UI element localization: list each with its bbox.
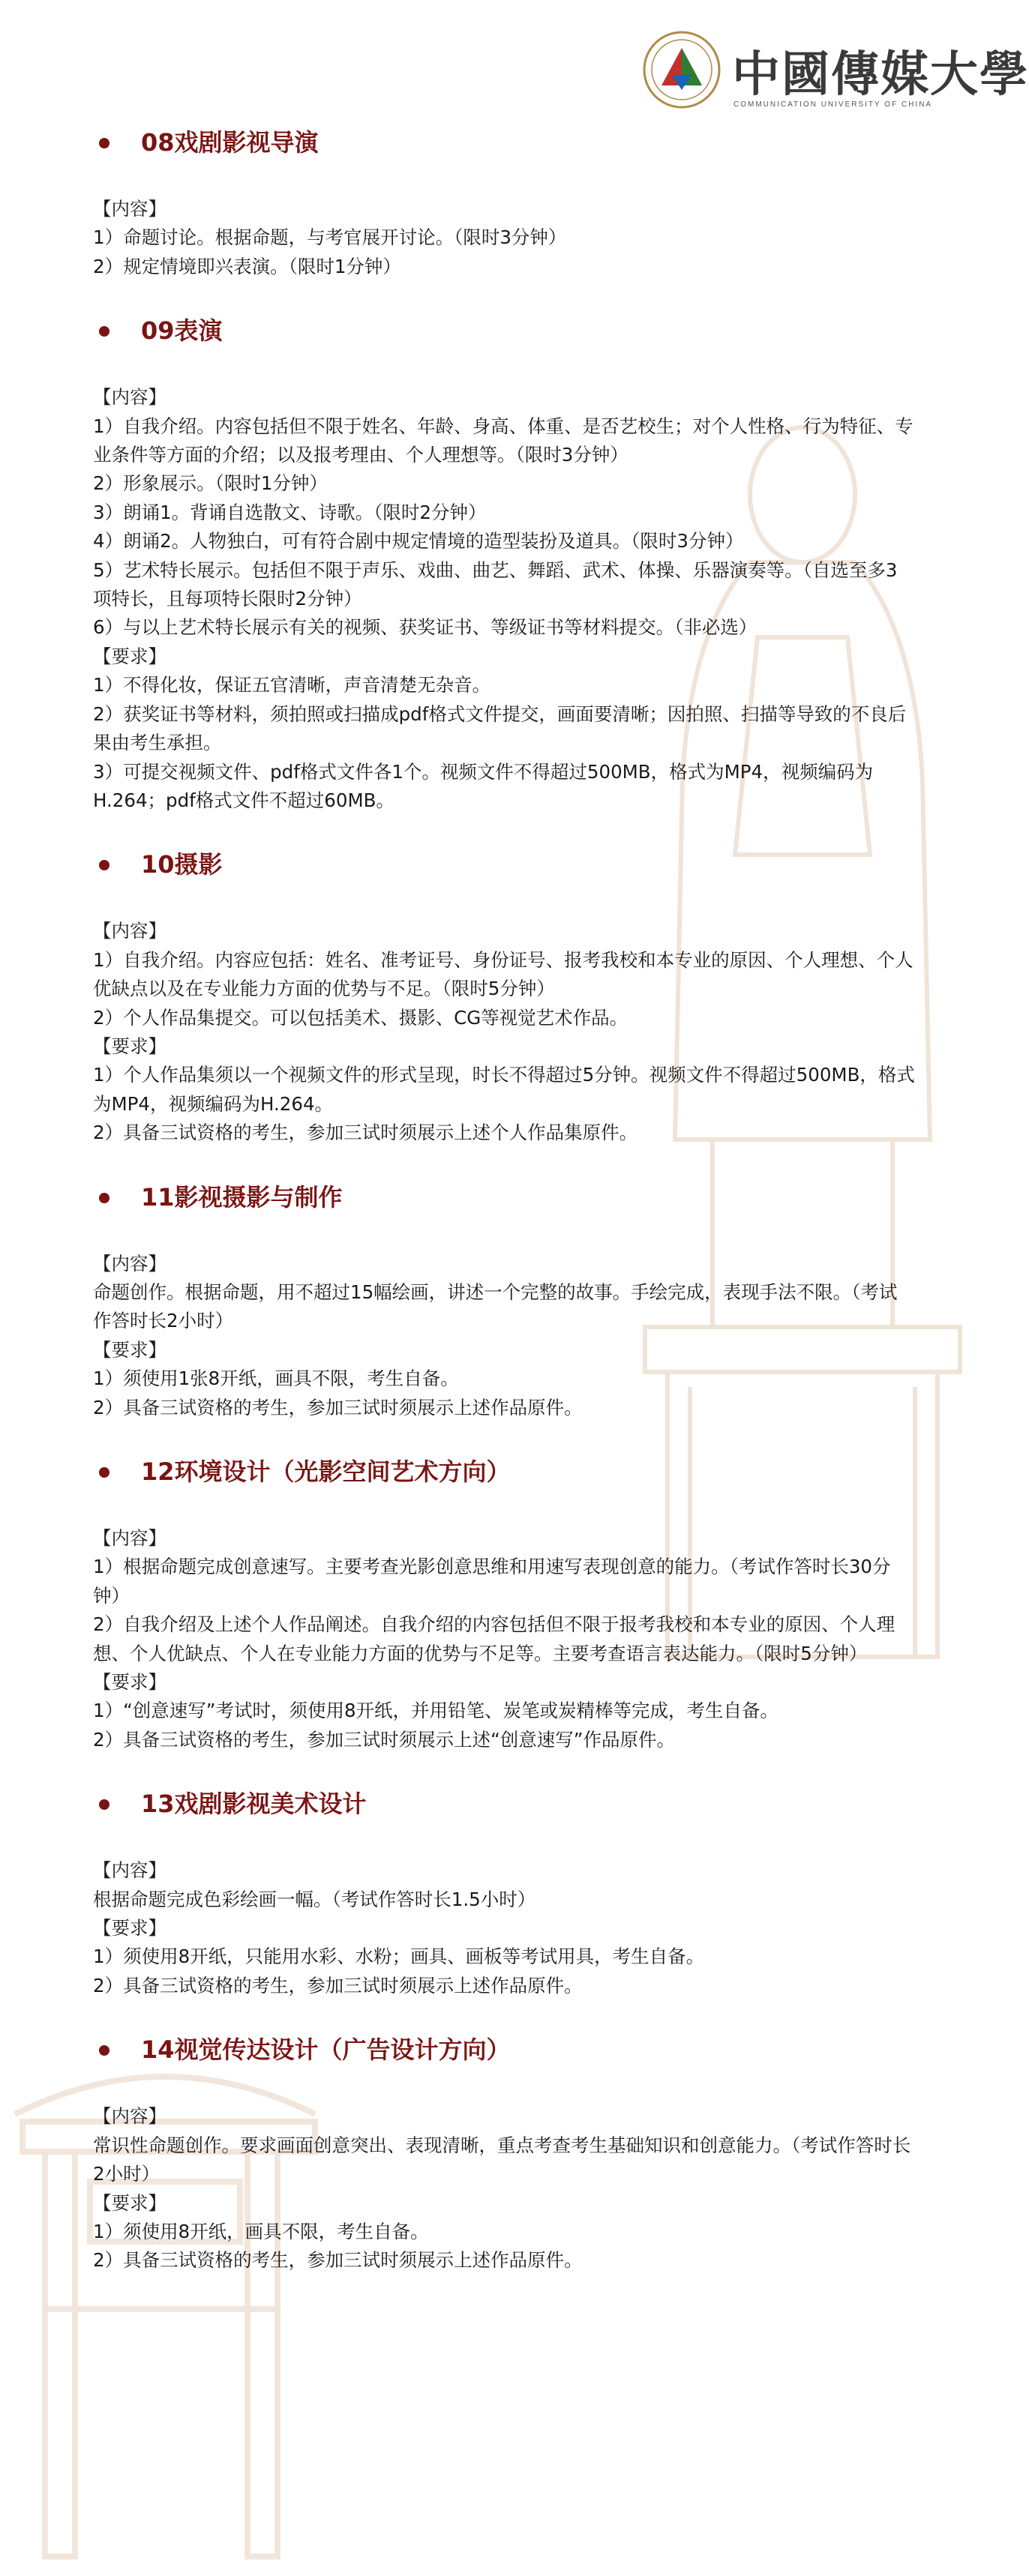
section-10 <box>93 842 915 1147</box>
section-heading <box>93 1449 915 1494</box>
body-line: 2）获奖证书等材料，须拍照或扫描成pdf格式文件提交，画面要清晰；因拍照、扫描等导致的不良后果由考生承担。 <box>93 702 907 754</box>
body-line: 4）朗诵2。人物独白，可有符合剧中规定情境的造型装扮及道具。（限时3分钟） <box>93 530 744 553</box>
body-line: 【内容】 <box>93 2105 166 2128</box>
body-line: 6）与以上艺术特长展示有关的视频、获奖证书、等级证书等材料提交。（非必选） <box>93 616 758 639</box>
body-line: 1）自我介绍。内容包括但不限于姓名、年龄、身高、体重、是否艺校生；对个人性格、行为特征、专业条件等方面的介绍；以及报考理由、个人理想等。（限时3分钟） <box>93 415 914 466</box>
section-title: 13戏剧影视美术设计 <box>141 1790 367 1819</box>
section-body <box>93 1250 915 1422</box>
body-line: 5）艺术特长展示。包括但不限于声乐、戏曲、曲艺、舞蹈、武术、体操、乐器演奏等。（自选至多3项特长，且每项特长限时2分钟） <box>93 559 898 610</box>
bullet-icon <box>99 1467 110 1478</box>
section-body <box>93 1524 915 1754</box>
body-line: 1）须使用1张8开纸，画具不限，考生自备。 <box>93 1367 459 1390</box>
body-line: 【要求】 <box>93 1671 166 1694</box>
section-title: 12环境设计（光影空间艺术方向） <box>141 1457 511 1486</box>
section-11 <box>93 1175 915 1422</box>
section-heading <box>93 1781 915 1826</box>
body-line: 命题创作。根据命题，用不超过15幅绘画，讲述一个完整的故事。手绘完成，表现手法不限。（考试作答时长2小时） <box>93 1281 898 1332</box>
document-body <box>93 120 915 2275</box>
bullet-icon <box>99 860 110 870</box>
body-line: 【内容】 <box>93 1252 166 1275</box>
body-line: 【内容】 <box>93 920 166 942</box>
body-line: 1）须使用8开纸，只能用水彩、水粉；画具、画板等考试用具，考生自备。 <box>93 1945 705 1968</box>
section-body <box>93 195 915 281</box>
body-line: 2）形象展示。（限时1分钟） <box>93 472 328 495</box>
body-line: 1）须使用8开纸，画具不限，考生自备。 <box>93 2220 429 2242</box>
logo-chinese-name: 中國傳媒大學 <box>732 46 1029 103</box>
section-title: 11影视摄影与制作 <box>141 1182 343 1212</box>
body-line: 【内容】 <box>93 1859 166 1882</box>
body-line: 2）具备三试资格的考生，参加三试时须展示上述作品原件。 <box>93 2249 583 2272</box>
body-line: 【要求】 <box>93 1338 166 1361</box>
section-heading <box>93 842 915 887</box>
body-line: 1）自我介绍。内容应包括：姓名、准考证号、身份证号、报考我校和本专业的原因、个人理想、个人优缺点以及在专业能力方面的优势与不足。（限时5分钟） <box>93 948 914 1000</box>
bullet-icon <box>99 138 110 148</box>
section-12 <box>93 1449 915 1754</box>
section-heading <box>93 120 915 165</box>
body-line: 2）具备三试资格的考生，参加三试时须展示上述作品原件。 <box>93 1974 583 1996</box>
section-body <box>93 2102 915 2275</box>
body-line: 【要求】 <box>93 1035 166 1057</box>
section-heading <box>93 2027 915 2072</box>
body-line: 3）朗诵1。背诵自选散文、诗歌。（限时2分钟） <box>93 501 487 523</box>
section-body <box>93 917 915 1147</box>
body-line: 1）命题讨论。根据命题，与考官展开讨论。（限时3分钟） <box>93 226 567 249</box>
bullet-icon <box>99 2045 110 2056</box>
section-09 <box>93 308 915 815</box>
body-line: 【内容】 <box>93 198 166 220</box>
bullet-icon <box>99 1799 110 1810</box>
bullet-icon <box>99 1193 110 1203</box>
body-line: 1）根据命题完成创意速写。主要考查光影创意思维和用速写表现创意的能力。（考试作答时长30分钟） <box>93 1556 891 1607</box>
section-body <box>93 1856 915 2000</box>
section-body <box>93 383 915 815</box>
body-line: 2）具备三试资格的考生，参加三试时须展示上述“创意速写”作品原件。 <box>93 1728 675 1751</box>
university-logo <box>642 30 1029 120</box>
bullet-icon <box>99 326 110 337</box>
section-14 <box>93 2027 915 2275</box>
body-line: 1）不得化妆，保证五官清晰，声音清楚无杂音。 <box>93 674 491 696</box>
section-08 <box>93 120 915 281</box>
body-line: 【要求】 <box>93 1917 166 1939</box>
section-heading <box>93 308 915 353</box>
section-title: 14视觉传达设计（广告设计方向） <box>141 2035 511 2065</box>
section-title: 08戏剧影视导演 <box>141 128 319 157</box>
body-line: 2）规定情境即兴表演。（限时1分钟） <box>93 255 401 277</box>
body-line: 根据命题完成色彩绘画一幅。（考试作答时长1.5小时） <box>93 1888 536 1910</box>
body-line: 常识性命题创作。要求画面创意突出、表现清晰，重点考查考生基础知识和创意能力。（考试作答时长2小时） <box>93 2134 911 2185</box>
body-line: 1）“创意速写”考试时，须使用8开纸，并用铅笔、炭笔或炭精棒等完成，考生自备。 <box>93 1700 779 1722</box>
logo-english-name: COMMUNICATION UNIVERSITY OF CHINA <box>734 100 933 109</box>
section-title: 10摄影 <box>141 850 223 879</box>
university-seal-icon <box>642 30 722 109</box>
body-line: 1）个人作品集须以一个视频文件的形式呈现，时长不得超过5分钟。视频文件不得超过500MB，格式为MP4，视频编码为H.264。 <box>93 1064 915 1115</box>
body-line: 2）具备三试资格的考生，参加三试时须展示上述个人作品集原件。 <box>93 1122 638 1144</box>
body-line: 【内容】 <box>93 386 166 409</box>
section-heading <box>93 1175 915 1220</box>
body-line: 2）具备三试资格的考生，参加三试时须展示上述作品原件。 <box>93 1396 583 1418</box>
section-13 <box>93 1781 915 2000</box>
section-title: 09表演 <box>141 316 223 346</box>
body-line: 【要求】 <box>93 645 166 667</box>
body-line: 2）个人作品集提交。可以包括美术、摄影、CG等视觉艺术作品。 <box>93 1006 628 1029</box>
body-line: 3）可提交视频文件、pdf格式文件各1个。视频文件不得超过500MB，格式为MP4，视频编码为H.264；pdf格式文件不超过60MB。 <box>93 760 874 811</box>
body-line: 【内容】 <box>93 1527 166 1549</box>
body-line: 2）自我介绍及上述个人作品阐述。自我介绍的内容包括但不限于报考我校和本专业的原因、个人理想、个人优缺点、个人在专业能力方面的优势与不足等。主要考查语言表达能力。（限时5分钟） <box>93 1613 896 1664</box>
body-line: 【要求】 <box>93 2191 166 2214</box>
